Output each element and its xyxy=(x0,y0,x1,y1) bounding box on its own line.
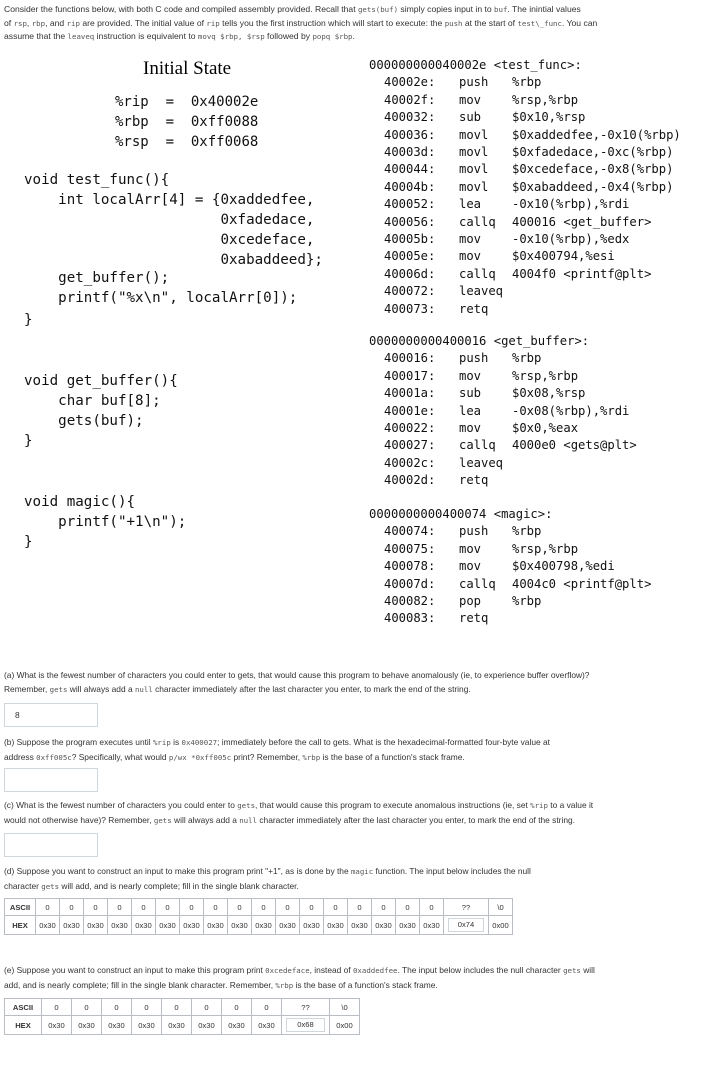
question-d-line1 xyxy=(4,864,710,879)
asm-mnemonic: movl xyxy=(459,145,489,159)
c-code-line: 0xcedeface, xyxy=(24,232,315,248)
intro-line-3 xyxy=(4,30,710,44)
register-rip xyxy=(115,94,258,110)
hex-cell: 0x30 xyxy=(192,1016,222,1035)
q-text: (d) Suppose you want to construct an input to make this program print "+1", as is done by the xyxy=(4,866,351,876)
c-code-line: printf("%x\n", localArr[0]); xyxy=(24,290,298,306)
c-code-line: 0xfadedace, xyxy=(24,212,315,228)
hex-cell: 0x30 xyxy=(102,1016,132,1035)
intro-text: at the start of xyxy=(462,17,518,28)
answer-c-input[interactable] xyxy=(4,833,98,857)
hex-cell: 0x30 xyxy=(276,916,300,935)
asm-address: 40005e: xyxy=(384,249,436,264)
asm-mnemonic: leaveq xyxy=(459,284,504,299)
blank-cell[interactable] xyxy=(444,916,489,935)
q-text: is the base of a function's stack frame. xyxy=(293,980,438,990)
register-name: %rip xyxy=(115,94,149,110)
asm-function-header: 0000000000400016 <get_buffer>: xyxy=(369,334,590,348)
intro-text: . The inintial values xyxy=(507,4,581,14)
register-value: 0x40002e xyxy=(190,94,259,110)
register-value: 0xff0088 xyxy=(190,114,259,130)
hex-cell: 0x30 xyxy=(60,916,84,935)
c-code-line: 0xabaddeed}; xyxy=(24,252,323,268)
asm-mnemonic: mov xyxy=(459,249,482,264)
ascii-cell: 0 xyxy=(180,899,204,916)
question-c-line2 xyxy=(4,813,710,828)
c-code-line: int localArr[4] = {0xaddedfee, xyxy=(24,192,315,208)
register-eq: = xyxy=(165,114,175,130)
blank-hex-input[interactable]: 0x68 xyxy=(286,1018,325,1032)
asm-function-header: 000000000040002e <test_func>: xyxy=(369,58,582,72)
asm-address: 400074: xyxy=(384,524,436,539)
asm-address: 40007d: xyxy=(384,576,436,591)
ascii-cell: 0 xyxy=(228,899,252,916)
intro-text: assume that the xyxy=(4,31,68,41)
asm-operands: 4000e0 <gets@plt> xyxy=(512,438,637,453)
asm-mnemonic: mov xyxy=(459,421,482,435)
asm-address: 400083: xyxy=(384,611,436,626)
asm-mnemonic: retq xyxy=(459,301,489,316)
ascii-cell: 0 xyxy=(36,899,60,916)
ascii-row xyxy=(5,899,513,916)
intro-text: followed by xyxy=(264,31,313,41)
initial-state-title: Initial State xyxy=(143,58,232,79)
asm-operands: $0x10,%rsp xyxy=(512,110,586,125)
asm-mnemonic: callq xyxy=(459,214,496,229)
inline-code: 0xcedeface xyxy=(265,966,310,975)
c-code-line: char buf[8]; xyxy=(24,393,161,409)
hex-cell: 0x30 xyxy=(420,916,444,935)
inline-code: gets(buf) xyxy=(357,5,399,14)
question-a-text: (a) What is the fewest number of characters you could enter to gets, that would cause this program to behave anomalously (ie, to experience buffer overflow)? xyxy=(4,670,590,680)
inline-code: 0xaddedfee xyxy=(352,966,398,975)
asm-operands: %rsp,%rbp xyxy=(512,92,579,107)
asm-mnemonic: mov xyxy=(459,559,482,574)
asm-operands: %rsp,%rbp xyxy=(512,541,579,556)
q-text: (e) Suppose you want to construct an input to make this program print xyxy=(4,965,266,975)
answer-a-input[interactable]: 8 xyxy=(4,703,98,727)
asm-mnemonic: push xyxy=(459,351,489,366)
q-text: (b) Suppose the program executes until xyxy=(4,737,153,747)
ascii-cell: 0 xyxy=(84,899,108,916)
asm-mnemonic: retq xyxy=(459,473,489,488)
hex-row xyxy=(5,916,513,935)
intro-line-2 xyxy=(4,17,710,31)
asm-mnemonic: callq xyxy=(459,576,496,591)
asm-address: 40002c: xyxy=(384,455,436,470)
inline-code: rbp xyxy=(31,18,46,28)
register-eq: = xyxy=(165,94,175,110)
asm-mnemonic: mov xyxy=(459,232,482,246)
hex-cell: 0x30 xyxy=(252,1016,282,1035)
asm-address: 400075: xyxy=(384,541,436,556)
question-a xyxy=(4,668,710,697)
inline-code: 0xff005c xyxy=(36,753,72,762)
q-text: will always add a xyxy=(171,815,240,825)
question-d-line2 xyxy=(4,879,710,894)
inline-code: null xyxy=(134,685,153,694)
asm-address: 40001a: xyxy=(384,386,436,401)
asm-mnemonic: mov xyxy=(459,92,482,107)
blank-hex-input[interactable]: 0x74 xyxy=(448,918,484,932)
ascii-cell: 0 xyxy=(276,899,300,916)
asm-operands: $0x08,%rsp xyxy=(512,386,586,401)
q-text: , instead of xyxy=(309,965,353,975)
q-text: ? Specifically, what would xyxy=(71,752,169,762)
asm-address: 400022: xyxy=(384,421,436,435)
register-eq: = xyxy=(165,134,175,150)
asm-operands: -0x10(%rbp),%edx xyxy=(512,232,630,246)
q-text: ; immediately before the call to gets. What is the hexadecimal-formatted four-byte value at xyxy=(217,737,550,747)
asm-address: 400056: xyxy=(384,214,436,229)
ascii-cell: 0 xyxy=(156,899,180,916)
c-code-line: void magic(){ xyxy=(24,494,136,510)
hex-cell: 0x30 xyxy=(396,916,420,935)
asm-address: 400016: xyxy=(384,351,436,366)
asm-mnemonic: leaveq xyxy=(459,455,504,470)
asm-operands: $0xcedeface,-0x8(%rbp) xyxy=(512,162,674,177)
asm-operands: -0x10(%rbp),%rdi xyxy=(512,197,630,212)
inline-code: %rbp xyxy=(302,753,321,762)
c-code-line: } xyxy=(24,312,33,328)
asm-address: 400082: xyxy=(384,594,436,608)
c-code-line: } xyxy=(24,433,33,449)
asm-address: 40002d: xyxy=(384,473,436,488)
asm-mnemonic: lea xyxy=(459,197,482,212)
input-table-d xyxy=(4,898,513,935)
asm-address: 40006d: xyxy=(384,266,436,281)
question-e xyxy=(4,963,710,993)
asm-address: 400073: xyxy=(384,301,436,316)
hex-label: HEX xyxy=(5,1016,42,1035)
ascii-cell: 0 xyxy=(102,999,132,1016)
c-code-line: gets(buf); xyxy=(24,413,144,429)
question-b xyxy=(4,735,710,765)
intro-line-1 xyxy=(4,3,710,17)
hex-cell: 0x30 xyxy=(72,1016,102,1035)
asm-operands: 4004f0 <printf@plt> xyxy=(512,266,652,281)
asm-operands: %rbp xyxy=(512,75,542,90)
intro-text: of xyxy=(4,17,14,28)
c-code-line: printf("+1\n"); xyxy=(24,514,187,530)
asm-address: 400078: xyxy=(384,559,436,574)
asm-mnemonic: mov xyxy=(459,368,482,383)
intro-text: tells you the first instruction which will start to execute: the xyxy=(219,17,445,28)
ascii-cell: 0 xyxy=(162,999,192,1016)
asm-address: 400072: xyxy=(384,284,436,299)
hex-cell: 0x00 xyxy=(489,916,513,935)
ascii-label: ASCII xyxy=(5,999,42,1016)
asm-mnemonic: sub xyxy=(459,110,482,125)
q-text: is xyxy=(170,737,182,747)
inline-code: push xyxy=(444,18,463,28)
q-text: (c) What is the fewest number of characters you could enter to xyxy=(4,800,238,810)
q-text: to a value it xyxy=(547,800,594,810)
question-b-line1 xyxy=(4,735,710,750)
hex-row xyxy=(5,1016,360,1035)
asm-address: 400052: xyxy=(384,197,436,212)
asm-operands: %rbp xyxy=(512,524,542,539)
q-text: print? Remember, xyxy=(231,752,303,762)
asm-operands: -0x08(%rbp),%rdi xyxy=(512,403,630,418)
asm-address: 400027: xyxy=(384,438,436,453)
ascii-cell: 0 xyxy=(222,999,252,1016)
hex-cell: 0x30 xyxy=(228,916,252,935)
intro-text: . xyxy=(352,31,355,41)
inline-code: magic xyxy=(350,867,374,876)
c-code-line: get_buffer(); xyxy=(24,270,170,286)
ascii-cell: 0 xyxy=(252,999,282,1016)
hex-cell: 0x30 xyxy=(180,916,204,935)
ascii-cell: 0 xyxy=(300,899,324,916)
intro-paragraph xyxy=(4,3,710,44)
asm-mnemonic: retq xyxy=(459,611,489,626)
inline-code: gets xyxy=(563,966,581,975)
ascii-cell: 0 xyxy=(348,899,372,916)
asm-mnemonic: movl xyxy=(459,179,489,194)
hex-cell: 0x30 xyxy=(204,916,228,935)
asm-mnemonic: movl xyxy=(459,127,489,142)
asm-operands: %rsp,%rbp xyxy=(512,368,579,383)
ascii-row xyxy=(5,999,360,1016)
asm-address: 40001e: xyxy=(384,403,436,418)
register-name: %rsp xyxy=(115,134,149,150)
asm-operands: $0xfadedace,-0xc(%rbp) xyxy=(512,145,674,159)
ascii-cell: 0 xyxy=(108,899,132,916)
asm-address: 40002e: xyxy=(384,75,436,90)
hex-cell: 0x30 xyxy=(252,916,276,935)
inline-code: buf xyxy=(494,5,508,14)
asm-mnemonic: sub xyxy=(459,386,482,401)
ascii-cell: 0 xyxy=(42,999,72,1016)
question-b-line2 xyxy=(4,750,710,765)
q-text: is the base of a function's stack frame. xyxy=(320,752,465,762)
hex-cell: 0x30 xyxy=(132,916,156,935)
asm-address: 400044: xyxy=(384,162,436,177)
inline-code: 0x400027 xyxy=(181,738,218,747)
asm-address: 40004b: xyxy=(384,179,436,194)
q-text: add, and is nearly complete; fill in the single blank character. Remember, xyxy=(4,980,276,990)
hex-cell: 0x30 xyxy=(348,916,372,935)
register-rbp xyxy=(115,114,258,130)
ascii-cell: 0 xyxy=(72,999,102,1016)
register-value: 0xff0068 xyxy=(190,134,259,150)
inline-code: p/wx *0xff005c xyxy=(168,753,232,762)
intro-text: , and xyxy=(45,17,67,28)
ascii-label: ASCII xyxy=(5,899,36,916)
intro-text: . You can xyxy=(561,17,598,28)
asm-operands: $0xaddedfee,-0x10(%rbp) xyxy=(512,127,681,142)
ascii-cell: 0 xyxy=(396,899,420,916)
inline-code: rip xyxy=(66,18,80,28)
ascii-cell: 0 xyxy=(372,899,396,916)
blank-cell[interactable] xyxy=(282,1016,330,1035)
asm-address: 400036: xyxy=(384,127,436,142)
intro-text: Consider the functions below, with both C code and compiled assembly provided. Recall that xyxy=(4,4,358,14)
q-text: Remember, xyxy=(4,684,50,694)
asm-mnemonic: push xyxy=(459,524,489,539)
ascii-cell: \0 xyxy=(330,999,360,1016)
asm-mnemonic: callq xyxy=(459,438,496,453)
inline-code: %rip xyxy=(530,801,548,810)
hex-cell: 0x30 xyxy=(132,1016,162,1035)
q-text: address xyxy=(4,752,37,762)
hex-cell: 0x30 xyxy=(162,1016,192,1035)
asm-operands: $0x400798,%edi xyxy=(512,559,615,574)
q-text: would not otherwise have)? Remember, xyxy=(4,815,154,825)
hex-cell: 0x30 xyxy=(324,916,348,935)
q-text: function. The input below includes the null xyxy=(373,866,531,876)
asm-mnemonic: lea xyxy=(459,403,482,418)
hex-cell: 0x00 xyxy=(330,1016,360,1035)
question-e-line1 xyxy=(4,963,710,978)
q-text: will always add a xyxy=(67,684,135,694)
question-e-line2 xyxy=(4,978,710,993)
q-text: , that would cause this program to execute anomalous instructions (ie, set xyxy=(255,800,531,810)
asm-function-header: 0000000000400074 <magic>: xyxy=(369,507,553,521)
inline-code: %rip xyxy=(152,738,171,747)
inline-code: popq $rbp xyxy=(312,32,353,41)
hex-cell: 0x30 xyxy=(84,916,108,935)
question-c xyxy=(4,798,710,828)
ascii-cell: 0 xyxy=(420,899,444,916)
q-text: character xyxy=(4,881,42,891)
intro-text: simply copies input in to xyxy=(398,4,495,14)
q-text: will xyxy=(580,965,595,975)
ascii-cell: 0 xyxy=(192,999,222,1016)
question-c-line1 xyxy=(4,798,710,813)
inline-code: rip xyxy=(206,18,220,28)
asm-operands: %rbp xyxy=(512,594,542,608)
ascii-cell: \0 xyxy=(489,899,513,916)
ascii-cell: ?? xyxy=(444,899,489,916)
ascii-cell: 0 xyxy=(204,899,228,916)
c-code-line: void get_buffer(){ xyxy=(24,373,178,389)
ascii-cell: 0 xyxy=(132,999,162,1016)
q-text: will add, and is nearly complete; fill in the single blank character. xyxy=(59,881,299,891)
asm-operands: $0x0,%eax xyxy=(512,421,579,435)
inline-code: null xyxy=(239,816,258,825)
asm-address: 400017: xyxy=(384,368,436,383)
inline-code: leaveq xyxy=(67,32,95,41)
inline-code: gets xyxy=(153,816,172,825)
intro-text: are provided. The initial value of xyxy=(79,17,207,28)
hex-cell: 0x30 xyxy=(222,1016,252,1035)
inline-code: gets xyxy=(237,801,256,810)
register-name: %rbp xyxy=(115,114,149,130)
asm-address: 40005b: xyxy=(384,232,436,246)
inline-code: movq $rbp, $rsp xyxy=(197,32,265,41)
input-table-e xyxy=(4,998,360,1035)
asm-mnemonic: push xyxy=(459,75,489,90)
intro-text: , xyxy=(26,17,32,28)
register-rsp xyxy=(115,134,258,150)
ascii-cell: 0 xyxy=(324,899,348,916)
asm-operands: $0x400794,%esi xyxy=(512,249,615,264)
asm-address: 40003d: xyxy=(384,145,436,159)
asm-address: 40002f: xyxy=(384,92,436,107)
hex-cell: 0x30 xyxy=(156,916,180,935)
inline-code: test\_func xyxy=(517,18,562,28)
hex-cell: 0x30 xyxy=(372,916,396,935)
c-code-line: } xyxy=(24,534,33,550)
ascii-cell: ?? xyxy=(282,999,330,1016)
hex-cell: 0x30 xyxy=(300,916,324,935)
hex-cell: 0x30 xyxy=(42,1016,72,1035)
question-a-line2 xyxy=(4,682,710,697)
c-code-line: void test_func(){ xyxy=(24,172,170,188)
hex-cell: 0x30 xyxy=(108,916,132,935)
q-text: . The input below includes the null character xyxy=(397,965,564,975)
ascii-cell: 0 xyxy=(252,899,276,916)
asm-operands: %rbp xyxy=(512,351,542,366)
question-d xyxy=(4,864,710,894)
inline-code: gets xyxy=(41,882,60,891)
asm-mnemonic: movl xyxy=(459,162,489,177)
asm-operands: $0xabaddeed,-0x4(%rbp) xyxy=(512,179,674,194)
answer-b-input[interactable] xyxy=(4,768,98,792)
q-text: character immediately after the last character you enter, to mark the end of the string. xyxy=(152,684,471,694)
hex-label: HEX xyxy=(5,916,36,935)
q-text: character immediately after the last character you enter, to mark the end of the string. xyxy=(257,815,575,825)
hex-cell: 0x30 xyxy=(36,916,60,935)
asm-operands: 4004c0 <printf@plt> xyxy=(512,576,652,591)
inline-code: rsp xyxy=(13,18,27,28)
inline-code: %rbp xyxy=(275,981,294,990)
asm-operands: 400016 <get_buffer> xyxy=(512,214,652,229)
asm-mnemonic: callq xyxy=(459,266,496,281)
ascii-cell: 0 xyxy=(60,899,84,916)
asm-mnemonic: pop xyxy=(459,594,482,608)
asm-mnemonic: mov xyxy=(459,541,482,556)
asm-address: 400032: xyxy=(384,110,436,125)
inline-code: gets xyxy=(49,685,68,694)
ascii-cell: 0 xyxy=(132,899,156,916)
intro-text: instruction is equivalent to xyxy=(94,31,198,41)
